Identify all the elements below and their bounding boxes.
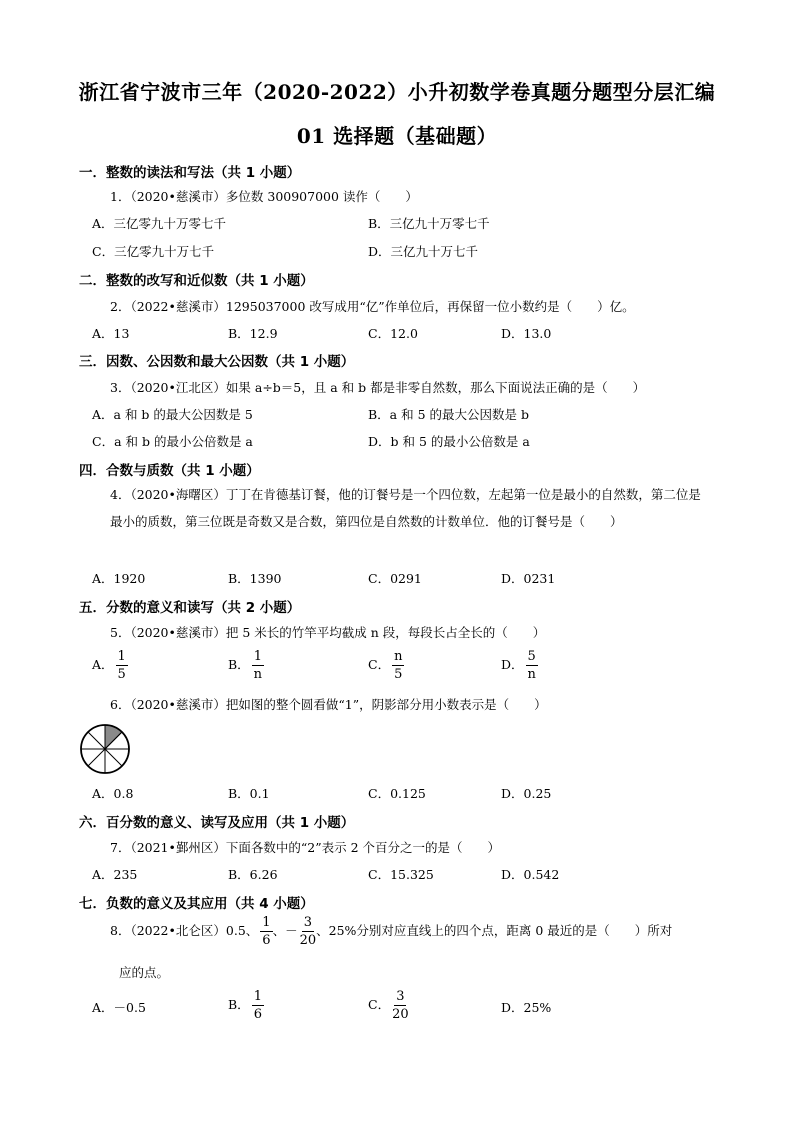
denominator: 5: [117, 667, 126, 682]
option-a: A．1920: [92, 571, 146, 586]
question-text: 、25%分别对应直线上的四个点，距离 0 最近的是（ ）所对: [316, 923, 673, 938]
option-c: [368, 650, 404, 681]
section-heading: 三．因数、公因数和最大公因数（共 1 小题）: [79, 354, 355, 370]
question-text: 8．（2022•北仑区）0.5、: [110, 923, 259, 938]
document-subtitle: 01 选择题（基础题）: [296, 124, 498, 148]
option-c: C．三亿零九十万七千: [92, 244, 215, 259]
denominator: n: [527, 667, 536, 682]
denominator: 20: [392, 1007, 409, 1022]
option-letter: C．: [368, 657, 391, 672]
question-3: 3．（2020•江北区）如果 a÷b＝5，且 a 和 b 都是非零自然数，那么下面说法正确的是（ ）: [110, 380, 646, 395]
denominator: 6: [262, 933, 271, 948]
option-letter: A．: [92, 657, 114, 672]
numerator: 1: [253, 649, 262, 664]
question-8-continued: 应的点。: [119, 965, 170, 980]
option-letter: D．: [501, 657, 524, 672]
option-d: D．三亿九十万七千: [368, 244, 479, 259]
option-letter: B．: [228, 997, 250, 1012]
option-d: [501, 650, 538, 681]
option-c: C．0.125: [368, 786, 426, 801]
option-a: A．a 和 b 的最大公因数是 5: [92, 407, 253, 422]
option-a: A．13: [92, 326, 130, 341]
option-a: A．235: [92, 867, 138, 882]
option-c: [368, 990, 409, 1021]
option-d: D．0231: [501, 571, 556, 586]
question-6: 6．（2020•慈溪市）把如图的整个圆看做“1”，阴影部分用小数表示是（ ）: [110, 697, 547, 712]
option-c: C．12.0: [368, 326, 418, 341]
question-5: 5．（2020•慈溪市）把 5 米长的竹竿平均截成 n 段，每段长占全长的（ ）: [110, 625, 546, 640]
option-b: B．12.9: [228, 326, 278, 341]
numerator: 5: [527, 649, 536, 664]
fraction: [252, 650, 264, 681]
option-d: D．b 和 5 的最小公倍数是 a: [368, 434, 530, 449]
fraction: [252, 990, 264, 1021]
numerator: 1: [253, 989, 262, 1004]
document-title: 浙江省宁波市三年（2020-2022）小升初数学卷真题分题型分层汇编: [78, 80, 716, 104]
section-heading: 一．整数的读法和写法（共 1 小题）: [79, 165, 301, 181]
option-c: C．15.325: [368, 867, 434, 882]
denominator: 5: [394, 667, 403, 682]
option-c: C．a 和 b 的最小公倍数是 a: [92, 434, 253, 449]
option-b: [228, 990, 264, 1021]
section-heading: 六．百分数的意义、读写及应用（共 1 小题）: [79, 815, 355, 831]
option-a: A．三亿零九十万零七千: [92, 216, 227, 231]
section-heading: 五．分数的意义和读写（共 2 小题）: [79, 600, 301, 616]
question-2: 2．（2022•慈溪市）1295037000 改写成用“亿”作单位后，再保留一位小数约是（ ）亿。: [110, 299, 635, 314]
numerator: 3: [303, 915, 312, 930]
section-heading: 二．整数的改写和近似数（共 1 小题）: [79, 273, 314, 289]
fraction: [260, 916, 272, 947]
option-d: D．13.0: [501, 326, 552, 341]
fraction: [300, 916, 317, 947]
option-b: [228, 650, 264, 681]
denominator: 6: [253, 1007, 262, 1022]
numerator: 1: [117, 649, 126, 664]
question-1: 1．（2020•慈溪市）多位数 300907000 读作（ ）: [110, 189, 418, 204]
question-8: [110, 916, 672, 947]
section-heading: 四．合数与质数（共 1 小题）: [79, 463, 260, 479]
shaded-circle-figure: [78, 722, 132, 776]
option-b: B．6.26: [228, 867, 278, 882]
denominator: n: [253, 667, 263, 682]
option-b: B．三亿九十万零七千: [368, 216, 490, 231]
option-d: D．0.25: [501, 786, 552, 801]
option-b: B．1390: [228, 571, 282, 586]
question-4: 4．（2020•海曙区）丁丁在肯德基订餐，他的订餐号是一个四位数，左起第一位是最小的自然数，第二位是最小的质数，第三位既是奇数又是合数，第四位是自然数的计数单位．他的订餐号是（ ）: [110, 487, 701, 529]
option-letter: B．: [228, 657, 250, 672]
numerator: n: [394, 649, 403, 664]
option-d: D．25%: [501, 1000, 552, 1015]
option-d: D．0.542: [501, 867, 560, 882]
question-text: 、－: [272, 923, 298, 938]
option-c: C．0291: [368, 571, 422, 586]
option-b: B．a 和 5 的最大公因数是 b: [368, 407, 529, 422]
option-a: [92, 650, 128, 681]
denominator: 20: [299, 933, 317, 948]
option-a: A．－0.5: [92, 1000, 146, 1015]
option-a: A．0.8: [92, 786, 134, 801]
question-7: 7．（2021•鄞州区）下面各数中的“2”表示 2 个百分之一的是（ ）: [110, 840, 501, 855]
fraction: [392, 650, 404, 681]
option-letter: C．: [368, 997, 391, 1012]
numerator: 3: [396, 989, 405, 1004]
section-heading: 七．负数的意义及其应用（共 4 小题）: [79, 896, 314, 912]
fraction: [526, 650, 538, 681]
fraction: [116, 650, 128, 681]
numerator: 1: [262, 915, 271, 930]
option-b: B．0.1: [228, 786, 270, 801]
fraction: [392, 990, 409, 1021]
